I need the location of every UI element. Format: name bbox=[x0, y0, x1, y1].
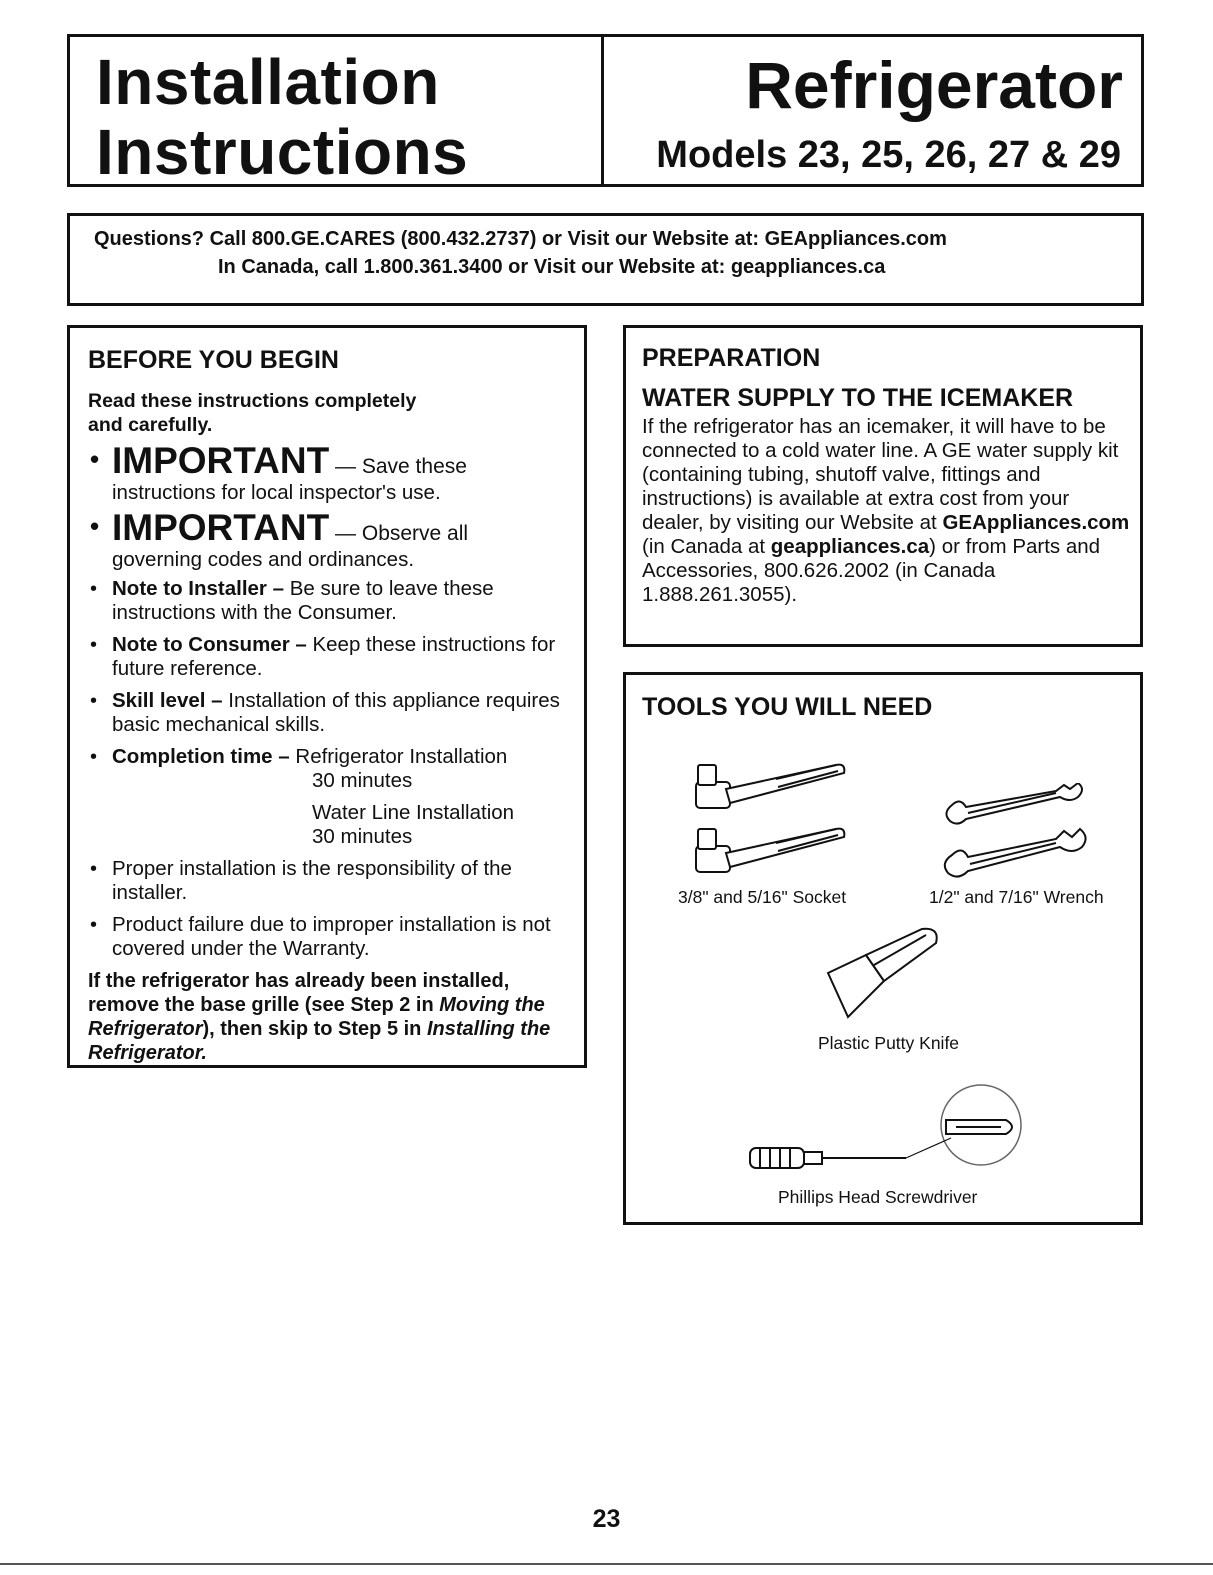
ge-website: GEAppliances.com bbox=[942, 511, 1130, 534]
lead-line-1: Read these instructions completely bbox=[88, 390, 417, 412]
list-item bbox=[88, 745, 568, 849]
important-text: — Save these bbox=[329, 455, 467, 478]
prep-text-a: If the refrigerator has an icemaker, it will have to be connected to a cold water line. A GE water supply kit (containing tubing, shutoff valve, fittings and instructions) is available at extra cost from your dealer, by visiting our Website at bbox=[642, 415, 1119, 534]
product-title: Refrigerator bbox=[745, 48, 1123, 122]
prep-title: PREPARATION bbox=[642, 344, 821, 372]
prep-paragraph bbox=[642, 415, 1134, 607]
list-item bbox=[88, 577, 568, 625]
putty-knife-caption: Plastic Putty Knife bbox=[818, 1033, 960, 1053]
prep-subtitle: WATER SUPPLY TO THE ICEMAKER bbox=[642, 384, 1074, 412]
screwdriver-caption: Phillips Head Screwdriver bbox=[778, 1187, 978, 1207]
important-label: IMPORTANT bbox=[112, 507, 330, 548]
bullet-icon: • bbox=[90, 444, 100, 474]
important-label: IMPORTANT bbox=[112, 440, 330, 481]
tools-section bbox=[623, 672, 1143, 1225]
proper-text: Proper installation is the responsibility of the installer. bbox=[112, 857, 512, 904]
completion-fridge: Refrigerator Installation bbox=[289, 745, 508, 768]
failure-text: Product failure due to improper installation is not covered under the Warranty. bbox=[112, 913, 551, 960]
consumer-label: Note to Consumer – bbox=[112, 633, 307, 656]
installed-note bbox=[88, 969, 568, 1065]
before-title: BEFORE YOU BEGIN bbox=[88, 346, 339, 374]
document-title bbox=[96, 47, 468, 187]
lead-line-2: and carefully. bbox=[88, 414, 213, 436]
installer-label: Note to Installer – bbox=[112, 577, 285, 600]
header-divider bbox=[601, 37, 604, 184]
completion-water: Water Line Installation bbox=[312, 801, 515, 824]
canada-website: geappliances.ca bbox=[770, 535, 930, 558]
tools-title: TOOLS YOU WILL NEED bbox=[642, 693, 933, 721]
prep-text-c: ) or from Parts and Accessories, 800.626.2002 (in Canada 1.888.261.3055). bbox=[642, 535, 1101, 606]
closing-a: If the refrigerator has already been installed, remove the base grille (see Step 2 in bbox=[88, 970, 510, 1016]
title-header bbox=[67, 34, 1144, 187]
contact-box bbox=[67, 213, 1144, 306]
important-cont: governing codes and ordinances. bbox=[112, 548, 415, 571]
contact-line-us: Questions? Call 800.GE.CARES (800.432.2737) or Visit our Website at: GEAppliances.com bbox=[94, 228, 947, 250]
page-number: 23 bbox=[592, 1505, 621, 1533]
bottom-rule bbox=[0, 1563, 1213, 1565]
wrench-icon bbox=[938, 783, 1098, 883]
important-cont: instructions for local inspector's use. bbox=[112, 481, 441, 504]
completion-water-time: 30 minutes bbox=[312, 825, 413, 848]
list-item bbox=[88, 913, 568, 961]
socket-caption: 3/8" and 5/16" Socket bbox=[678, 887, 847, 907]
contact-line-canada: In Canada, call 1.800.361.3400 or Visit our Website at: geappliances.ca bbox=[218, 256, 886, 278]
important-save bbox=[88, 441, 568, 504]
list-item bbox=[88, 689, 568, 737]
socket-icon bbox=[686, 757, 866, 887]
bullet-icon: • bbox=[90, 511, 100, 541]
screwdriver-icon bbox=[746, 1080, 1036, 1180]
title-line-2: Instructions bbox=[96, 116, 469, 188]
list-item bbox=[88, 857, 568, 905]
consumer-text: Keep these instructions for future reference. bbox=[112, 633, 556, 680]
title-line-1: Installation bbox=[96, 46, 440, 118]
important-observe bbox=[88, 508, 568, 571]
completion-fridge-time: 30 minutes bbox=[312, 769, 413, 792]
closing-c: ), then skip to Step 5 in bbox=[202, 1018, 427, 1040]
models-subtitle: Models 23, 25, 26, 27 & 29 bbox=[656, 134, 1121, 176]
installer-text: Be sure to leave these instructions with the Consumer. bbox=[112, 577, 494, 624]
completion-label: Completion time – bbox=[112, 745, 290, 768]
important-text: — Observe all bbox=[329, 522, 469, 545]
closing-d: Installing the Refrigerator. bbox=[88, 1018, 551, 1064]
before-lead bbox=[88, 389, 568, 437]
before-you-begin-section bbox=[67, 325, 587, 1068]
putty-knife-icon bbox=[818, 925, 948, 1030]
wrench-caption: 1/2" and 7/16" Wrench bbox=[929, 887, 1104, 907]
skill-text: Installation of this appliance requires basic mechanical skills. bbox=[112, 689, 560, 736]
prep-text-b: (in Canada at bbox=[642, 535, 771, 558]
closing-b: Moving the Refrigerator bbox=[88, 994, 545, 1040]
skill-label: Skill level – bbox=[112, 689, 223, 712]
notes-list bbox=[88, 577, 568, 961]
preparation-section bbox=[623, 325, 1143, 647]
list-item bbox=[88, 633, 568, 681]
